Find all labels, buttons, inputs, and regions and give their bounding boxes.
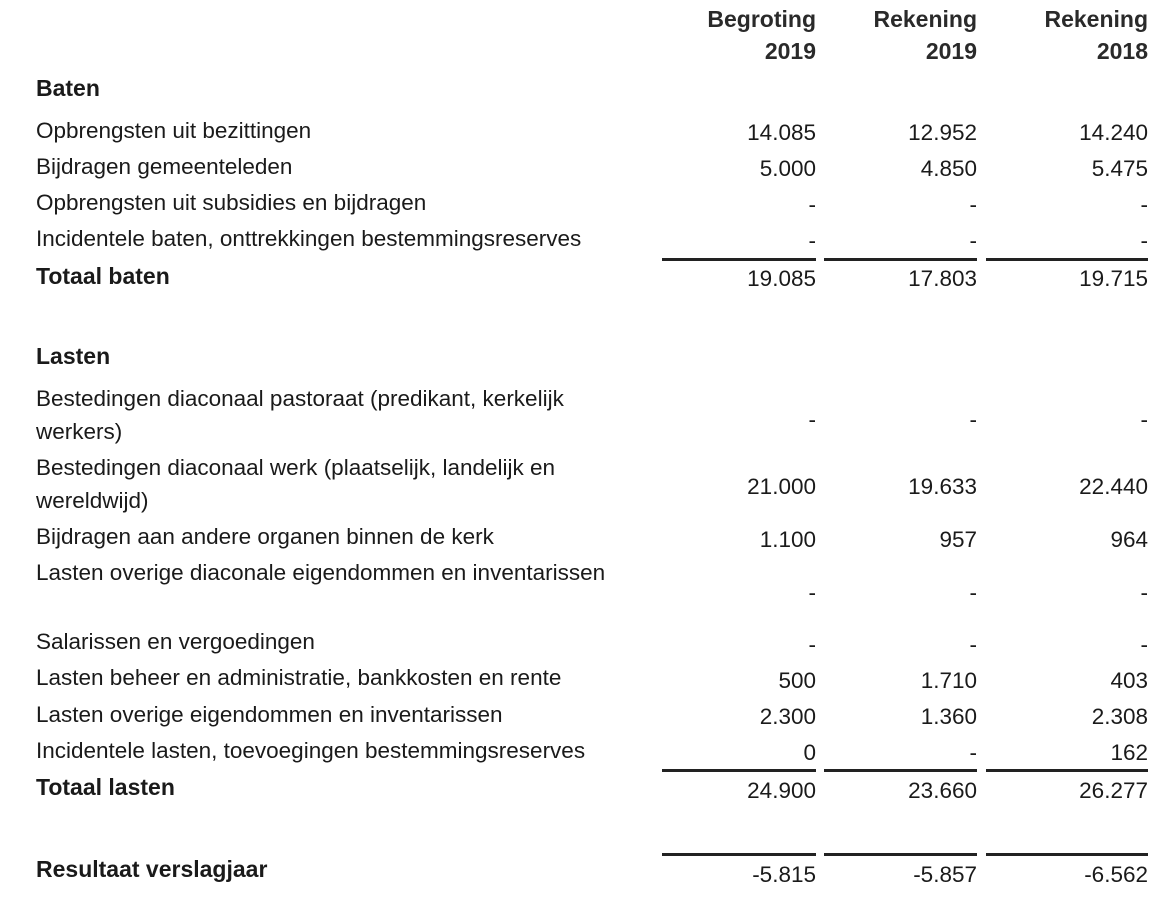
total-label-baten: Totaal baten — [36, 263, 170, 289]
row-value: - — [969, 192, 977, 217]
row-value: 22.440 — [1079, 474, 1148, 499]
row-value: - — [808, 228, 816, 253]
row-value: 1.100 — [759, 527, 816, 552]
result-rule — [824, 853, 977, 856]
column-header-line1: Begroting — [707, 6, 816, 32]
row-value: - — [969, 228, 977, 253]
section-title-lasten: Lasten — [36, 343, 111, 369]
row-value: 2.308 — [1091, 704, 1148, 729]
row-value: 500 — [778, 668, 816, 693]
total-rule — [986, 769, 1148, 772]
column-header-line2: 2019 — [925, 38, 977, 64]
total-rule — [662, 769, 816, 772]
row-value: - — [969, 407, 977, 432]
row-value: - — [808, 407, 816, 432]
row-label: Lasten overige diaconale eigendommen en inventarissen — [36, 560, 606, 585]
row-label: Incidentele baten, onttrekkingen bestemmingsreserves — [36, 226, 582, 251]
row-value: - — [808, 192, 816, 217]
row-value: - — [1140, 407, 1148, 432]
total-value: 26.277 — [1079, 778, 1148, 803]
row-label: Lasten beheer en administratie, bankkosten en rente — [36, 665, 562, 690]
column-header-line1: Rekening — [1044, 6, 1148, 32]
row-value: 964 — [1110, 527, 1148, 552]
total-value: 19.085 — [747, 266, 816, 291]
row-value: 19.633 — [908, 474, 977, 499]
row-value: - — [1140, 192, 1148, 217]
result-value: -5.857 — [913, 862, 977, 887]
column-header-line2: 2018 — [1096, 38, 1148, 64]
row-value: 21.000 — [747, 474, 816, 499]
row-label: Bijdragen aan andere organen binnen de kerk — [36, 524, 494, 549]
row-value: 14.085 — [747, 120, 816, 145]
row-value: 4.850 — [920, 156, 977, 181]
row-value: 12.952 — [908, 120, 977, 145]
row-value: - — [969, 740, 977, 765]
total-rule — [662, 258, 816, 261]
row-value: - — [808, 632, 816, 657]
total-value: 19.715 — [1079, 266, 1148, 291]
row-value: - — [969, 580, 977, 605]
row-value: - — [1140, 580, 1148, 605]
row-label: Bestedingen diaconaal pastoraat (predikant, kerkelijk werkers) — [36, 386, 564, 444]
row-label: Incidentele lasten, toevoegingen bestemmingsreserves — [36, 738, 586, 763]
row-label: Salarissen en vergoedingen — [36, 629, 315, 654]
total-rule — [824, 769, 977, 772]
row-value: - — [969, 632, 977, 657]
result-label: Resultaat verslagjaar — [36, 856, 268, 882]
row-value: 14.240 — [1079, 120, 1148, 145]
row-label: Opbrengsten uit bezittingen — [36, 118, 312, 143]
row-value: - — [808, 580, 816, 605]
row-value: 5.000 — [759, 156, 816, 181]
row-value: 162 — [1110, 740, 1148, 765]
row-value: 0 — [803, 740, 816, 765]
row-label: Lasten overige eigendommen en inventarissen — [36, 702, 503, 727]
row-value: 2.300 — [759, 704, 816, 729]
row-value: - — [1140, 632, 1148, 657]
column-header-rekening-2018 — [986, 3, 1148, 67]
total-rule — [986, 258, 1148, 261]
row-label: Bestedingen diaconaal werk (plaatselijk, landelijk en wereldwijd) — [36, 455, 556, 513]
row-label: Bijdragen gemeenteleden — [36, 154, 293, 179]
section-title-baten: Baten — [36, 75, 100, 101]
total-value: 23.660 — [908, 778, 977, 803]
row-label: Opbrengsten uit subsidies en bijdragen — [36, 190, 427, 215]
row-value: 5.475 — [1091, 156, 1148, 181]
column-header-begroting-2019 — [662, 3, 816, 67]
result-rule — [662, 853, 816, 856]
total-rule — [824, 258, 977, 261]
column-header-line2: 2019 — [764, 38, 816, 64]
result-value: -5.815 — [752, 862, 816, 887]
column-header-rekening-2019 — [824, 3, 977, 67]
row-value: - — [1140, 228, 1148, 253]
column-header-line1: Rekening — [873, 6, 977, 32]
row-value: 1.360 — [920, 704, 977, 729]
row-value: 403 — [1110, 668, 1148, 693]
total-value: 24.900 — [747, 778, 816, 803]
result-value: -6.562 — [1084, 862, 1148, 887]
total-label-lasten: Totaal lasten — [36, 774, 175, 800]
row-value: 1.710 — [920, 668, 977, 693]
result-rule — [986, 853, 1148, 856]
row-value: 957 — [939, 527, 977, 552]
total-value: 17.803 — [908, 266, 977, 291]
